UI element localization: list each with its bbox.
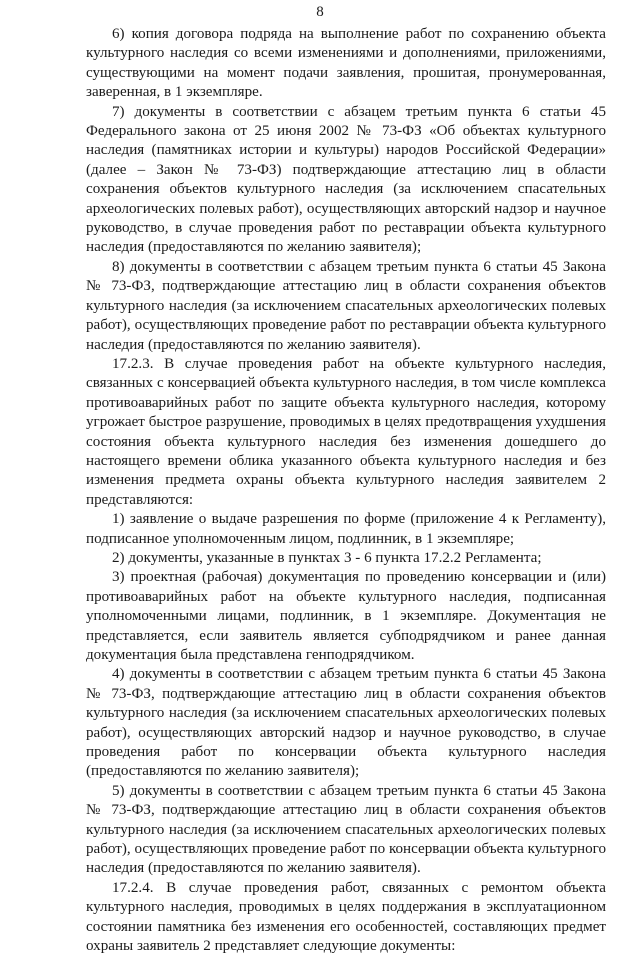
- paragraph-17-2-3-item-3: 3) проектная (рабочая) документация по проведению консервации и (или) противоаварийных работ на объекте культурного наследия, подписанная уполномоченными лицами, подлинник, в 1 экземпляре. Документация не представляется, если заявитель является субподрядчиком и ранее данная документация была представлена генподрядчиком.: [86, 569, 606, 663]
- paragraph-17-2-3-item-1: 1) заявление о выдаче разрешения по форме (приложение 4 к Регламенту), подписанное уполномоченным лицом, подлинник, в 1 экземпляре;: [86, 511, 606, 547]
- paragraph-17-2-3-item-2: 2) документы, указанные в пунктах 3 - 6 пункта 17.2.2 Регламента;: [112, 549, 542, 566]
- page-number: 8: [316, 4, 324, 20]
- paragraph-item-6: 6) копия договора подряда на выполнение работ по сохранению объекта культурного наследия со всеми изменениями и дополнениями, приложениями, существующими на момент подачи заявления, прошитая, пронумерованная, заверенная, в 1 экземпляре.: [86, 26, 606, 101]
- paragraph-section-17-2-4: 17.2.4. В случае проведения работ, связанных с ремонтом объекта культурного наследия, проводимых в целях поддержания в эксплуатационном состоянии памятника без изменения его особенностей, составляющих предмет охраны заявитель 2 представляет следующие документы:: [86, 879, 606, 955]
- paragraph-17-2-3-item-5: 5) документы в соответствии с абзацем третьим пункта 6 статьи 45 Закона № 73-ФЗ, подтверждающие аттестацию лиц в области сохранения объектов культурного наследия (за исключением спасательных археологических полевых работ), осуществляющих проведение работ по консервации объекта культурного наследия (предоставляются по желанию заявителя).: [86, 782, 606, 877]
- document-body: [86, 25, 606, 957]
- paragraph-17-2-3-item-4: 4) документы в соответствии с абзацем третьим пункта 6 статьи 45 Закона № 73-ФЗ, подтверждающие аттестацию лиц в области сохранения объектов культурного наследия (за исключением спасательных археологических полевых работ), осуществляющих авторский надзор и научное руководство, в случае проведения работ по консервации объекта культурного наследия (предоставляются по желанию заявителя);: [86, 666, 606, 780]
- paragraph-item-8: 8) документы в соответствии с абзацем третьим пункта 6 статьи 45 Закона № 73-ФЗ, подтверждающие аттестацию лиц в области сохранения объектов культурного наследия (за исключением спасательных археологических полевых работ), осуществляющих проведение работ по реставрации объекта культурного наследия (предоставляются по желанию заявителя).: [86, 258, 606, 353]
- paragraph-item-7: 7) документы в соответствии с абзацем третьим пункта 6 статьи 45 Федерального закона от 25 июня 2002 № 73-ФЗ «Об объектах культурного наследия (памятниках истории и культуры) народов Российской Федерации» (далее – Закон № 73-ФЗ) подтверждающие аттестацию лиц в области сохранения объектов культурного наследия (за исключением спасательных археологических полевых работ), осуществляющих авторский надзор и научное руководство, в случае проведения работ по реставрации объекта культурного наследия (предоставляются по желанию заявителя);: [86, 103, 606, 256]
- paragraph-section-17-2-3: 17.2.3. В случае проведения работ на объекте культурного наследия, связанных с консервацией объекта культурного наследия, в том числе комплекса противоаварийных работ по защите объекта культурного наследия, которому угрожает быстрое разрушение, проводимых в целях предотвращения ухудшения состояния объекта культурного наследия без изменения дошедшего до настоящего времени облика указанного объекта культурного наследия и без изменения предмета охраны объекта культурного наследия заявителем 2 представляются:: [86, 355, 606, 508]
